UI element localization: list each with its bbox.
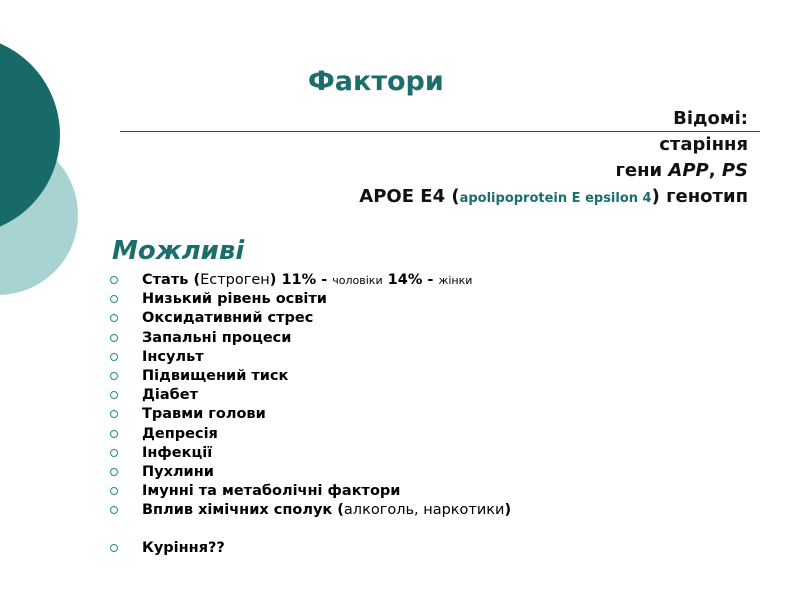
apoe-suffix: ) генотип (651, 186, 748, 207)
apoe-detail: apolipoprotein E epsilon 4 (459, 191, 652, 206)
list-item: Стать (Естроген) 11% - чоловіки 14% - жінки (110, 271, 511, 290)
known-aging: старіння (659, 134, 748, 155)
bullet-icon (110, 506, 118, 514)
genes-prefix: гени (615, 160, 669, 181)
bullet-icon (110, 295, 118, 303)
list-item: Інфекції (110, 444, 511, 463)
gene-ps: PS (721, 160, 748, 181)
bullet-icon (110, 391, 118, 399)
bullet-icon (110, 449, 118, 457)
list-item: Травми голови (110, 405, 511, 424)
list-item: Запальні процеси (110, 329, 511, 348)
bullet-icon (110, 334, 118, 342)
slide-title: Фактори (308, 66, 444, 97)
bullet-icon (110, 410, 118, 418)
apoe-prefix: APOE E4 ( (359, 186, 460, 207)
known-factors (359, 106, 748, 212)
gene-separator: , (708, 160, 722, 181)
bullet-icon (110, 487, 118, 495)
bullet-icon (110, 276, 118, 284)
list-item: Інсульт (110, 348, 511, 367)
bullet-icon (110, 544, 118, 552)
list-item: Депресія (110, 425, 511, 444)
list-item: Підвищений тиск (110, 367, 511, 386)
list-item: Вплив хімічних сполук (алкоголь, наркотики) (110, 501, 511, 520)
gene-app: APP (668, 160, 709, 181)
possible-heading: Можливі (112, 236, 245, 266)
list-item: Низький рівень освіти (110, 290, 511, 309)
list-item: Куріння?? (110, 539, 511, 558)
list-item: Пухлини (110, 463, 511, 482)
bullet-icon (110, 314, 118, 322)
possible-factors-list (110, 271, 511, 559)
bullet-icon (110, 372, 118, 380)
known-apoe (359, 184, 748, 212)
list-item: Діабет (110, 386, 511, 405)
bullet-icon (110, 353, 118, 361)
known-genes (359, 158, 748, 184)
bullet-icon (110, 430, 118, 438)
bullet-icon (110, 468, 118, 476)
list-item: Оксидативний стрес (110, 309, 511, 328)
known-label: Відомі: (673, 108, 748, 129)
list-item: Імунні та метаболічні фактори (110, 482, 511, 501)
